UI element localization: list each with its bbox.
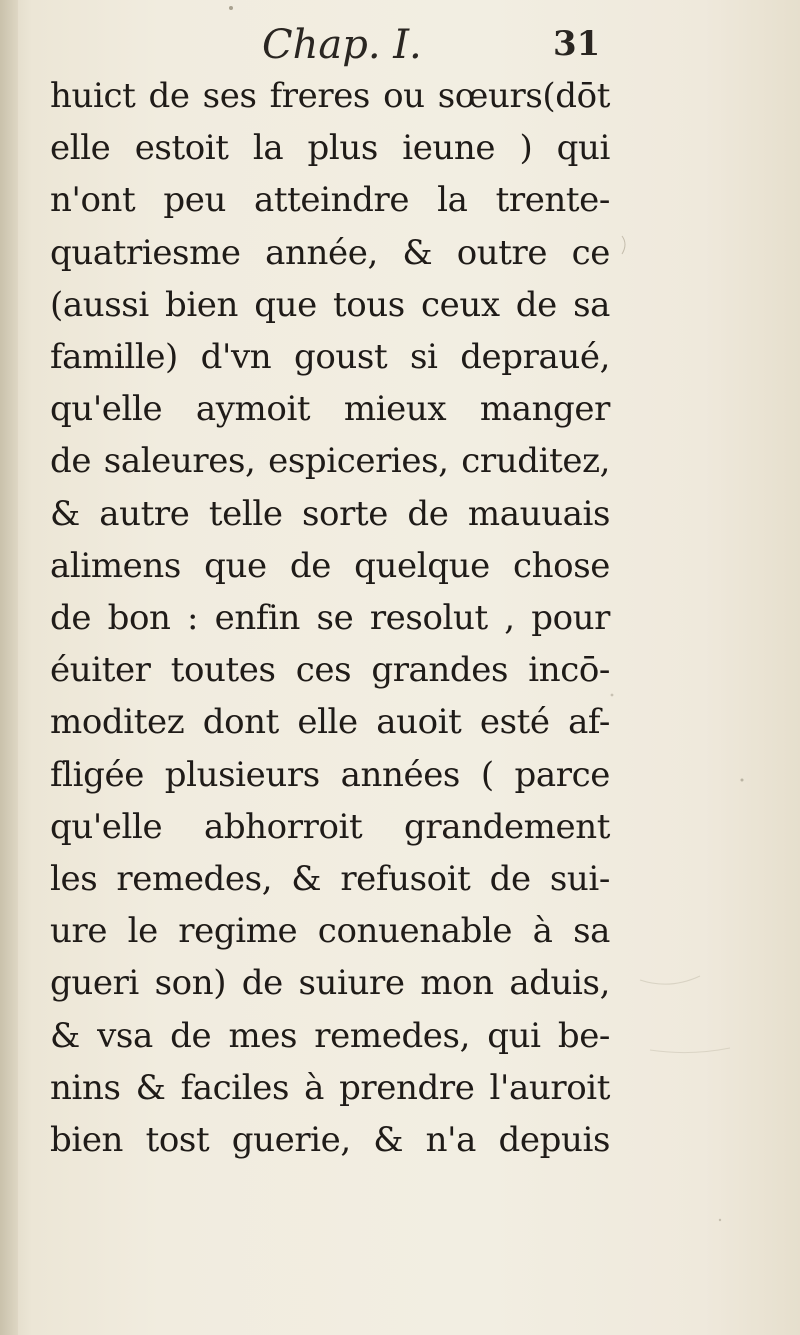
page-number: 31 [553,24,601,64]
text-line: famille) d'vn goust si depraué, [50,337,610,378]
text-line: moditez dont elle auoit esté af- [50,702,610,743]
text-line: huict de ses freres ou sœurs(dōt [50,76,610,116]
text-line: quatriesme année, & outre ce [50,232,610,273]
text-line: gueri son) de suiure mon aduis, [50,963,610,1004]
text-line: & vsa de mes remedes, qui be- [50,1015,610,1056]
text-line: n'ont peu atteindre la trente- [50,180,610,221]
text-line: fligée plusieurs années ( parce [50,754,610,795]
text-line: qu'elle aymoit mieux manger [50,389,610,430]
text-line: de saleures, espiceries, cruditez, [50,441,610,482]
page-header [0,22,800,72]
running-head: Chap. I. [262,22,422,68]
text-line: éuiter toutes ces grandes incō- [50,650,610,691]
text-line: de bon : enfin se resolut , pour [50,598,610,639]
text-line: & autre telle sorte de mauuais [50,493,610,534]
text-line: (aussi bien que tous ceux de sa [50,284,610,325]
text-line: elle estoit la plus ieune ) qui [50,128,610,169]
text-line: alimens que de quelque chose [50,545,610,586]
text-line: nins & faciles à prendre l'auroit [50,1067,610,1108]
text-line: qu'elle abhorroit grandement [50,806,610,847]
text-line: bien tost guerie, & n'a depuis [50,1120,610,1161]
text-line: ure le regime conuenable à sa [50,911,610,952]
body-text [50,70,610,1166]
text-line: les remedes, & refusoit de sui- [50,859,610,900]
